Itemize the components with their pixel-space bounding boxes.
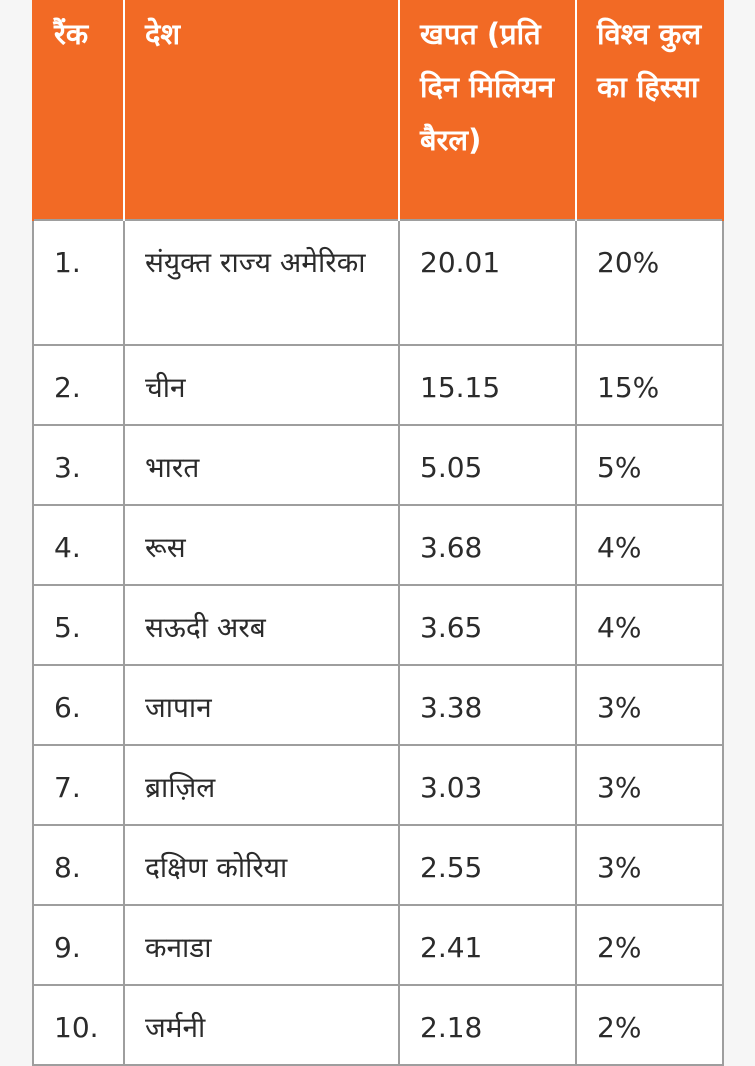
rank-cell: 10. — [33, 985, 124, 1065]
share-cell: 2% — [576, 985, 723, 1065]
country-cell: कनाडा — [124, 905, 399, 985]
table-body — [33, 220, 723, 1065]
rank-cell: 2. — [33, 345, 124, 425]
rank-cell: 7. — [33, 745, 124, 825]
rank-cell: 4. — [33, 505, 124, 585]
share-cell: 3% — [576, 825, 723, 905]
country-cell: जर्मनी — [124, 985, 399, 1065]
table-row — [33, 985, 723, 1065]
header-consumption: खपत (प्रति दिन मिलियन बैरल) — [399, 0, 576, 220]
oil-consumption-table — [32, 0, 724, 1066]
rank-cell: 3. — [33, 425, 124, 505]
table-row — [33, 665, 723, 745]
share-cell: 2% — [576, 905, 723, 985]
country-cell: जापान — [124, 665, 399, 745]
country-cell: दक्षिण कोरिया — [124, 825, 399, 905]
header-share: विश्व कुल का हिस्सा — [576, 0, 723, 220]
country-cell: सऊदी अरब — [124, 585, 399, 665]
rank-cell: 1. — [33, 220, 124, 345]
rank-cell: 9. — [33, 905, 124, 985]
consumption-cell: 3.03 — [399, 745, 576, 825]
share-cell: 5% — [576, 425, 723, 505]
country-cell: भारत — [124, 425, 399, 505]
table-row — [33, 425, 723, 505]
share-cell: 15% — [576, 345, 723, 425]
consumption-cell: 3.68 — [399, 505, 576, 585]
share-cell: 3% — [576, 745, 723, 825]
table-row — [33, 905, 723, 985]
share-cell: 3% — [576, 665, 723, 745]
country-cell: चीन — [124, 345, 399, 425]
consumption-cell: 3.38 — [399, 665, 576, 745]
rank-cell: 6. — [33, 665, 124, 745]
oil-consumption-table-container — [32, 0, 722, 1066]
table-row — [33, 745, 723, 825]
country-cell: रूस — [124, 505, 399, 585]
table-row — [33, 825, 723, 905]
consumption-cell: 2.41 — [399, 905, 576, 985]
table-row — [33, 505, 723, 585]
table-row — [33, 585, 723, 665]
consumption-cell: 20.01 — [399, 220, 576, 345]
rank-cell: 5. — [33, 585, 124, 665]
consumption-cell: 5.05 — [399, 425, 576, 505]
country-cell: संयुक्त राज्य अमेरिका — [124, 220, 399, 345]
header-row — [33, 0, 723, 220]
header-rank: रैंक — [33, 0, 124, 220]
table-row — [33, 220, 723, 345]
country-cell: ब्राज़िल — [124, 745, 399, 825]
share-cell: 20% — [576, 220, 723, 345]
rank-cell: 8. — [33, 825, 124, 905]
consumption-cell: 2.55 — [399, 825, 576, 905]
table-header — [33, 0, 723, 220]
consumption-cell: 15.15 — [399, 345, 576, 425]
share-cell: 4% — [576, 585, 723, 665]
share-cell: 4% — [576, 505, 723, 585]
header-country: देश — [124, 0, 399, 220]
table-row — [33, 345, 723, 425]
consumption-cell: 3.65 — [399, 585, 576, 665]
consumption-cell: 2.18 — [399, 985, 576, 1065]
